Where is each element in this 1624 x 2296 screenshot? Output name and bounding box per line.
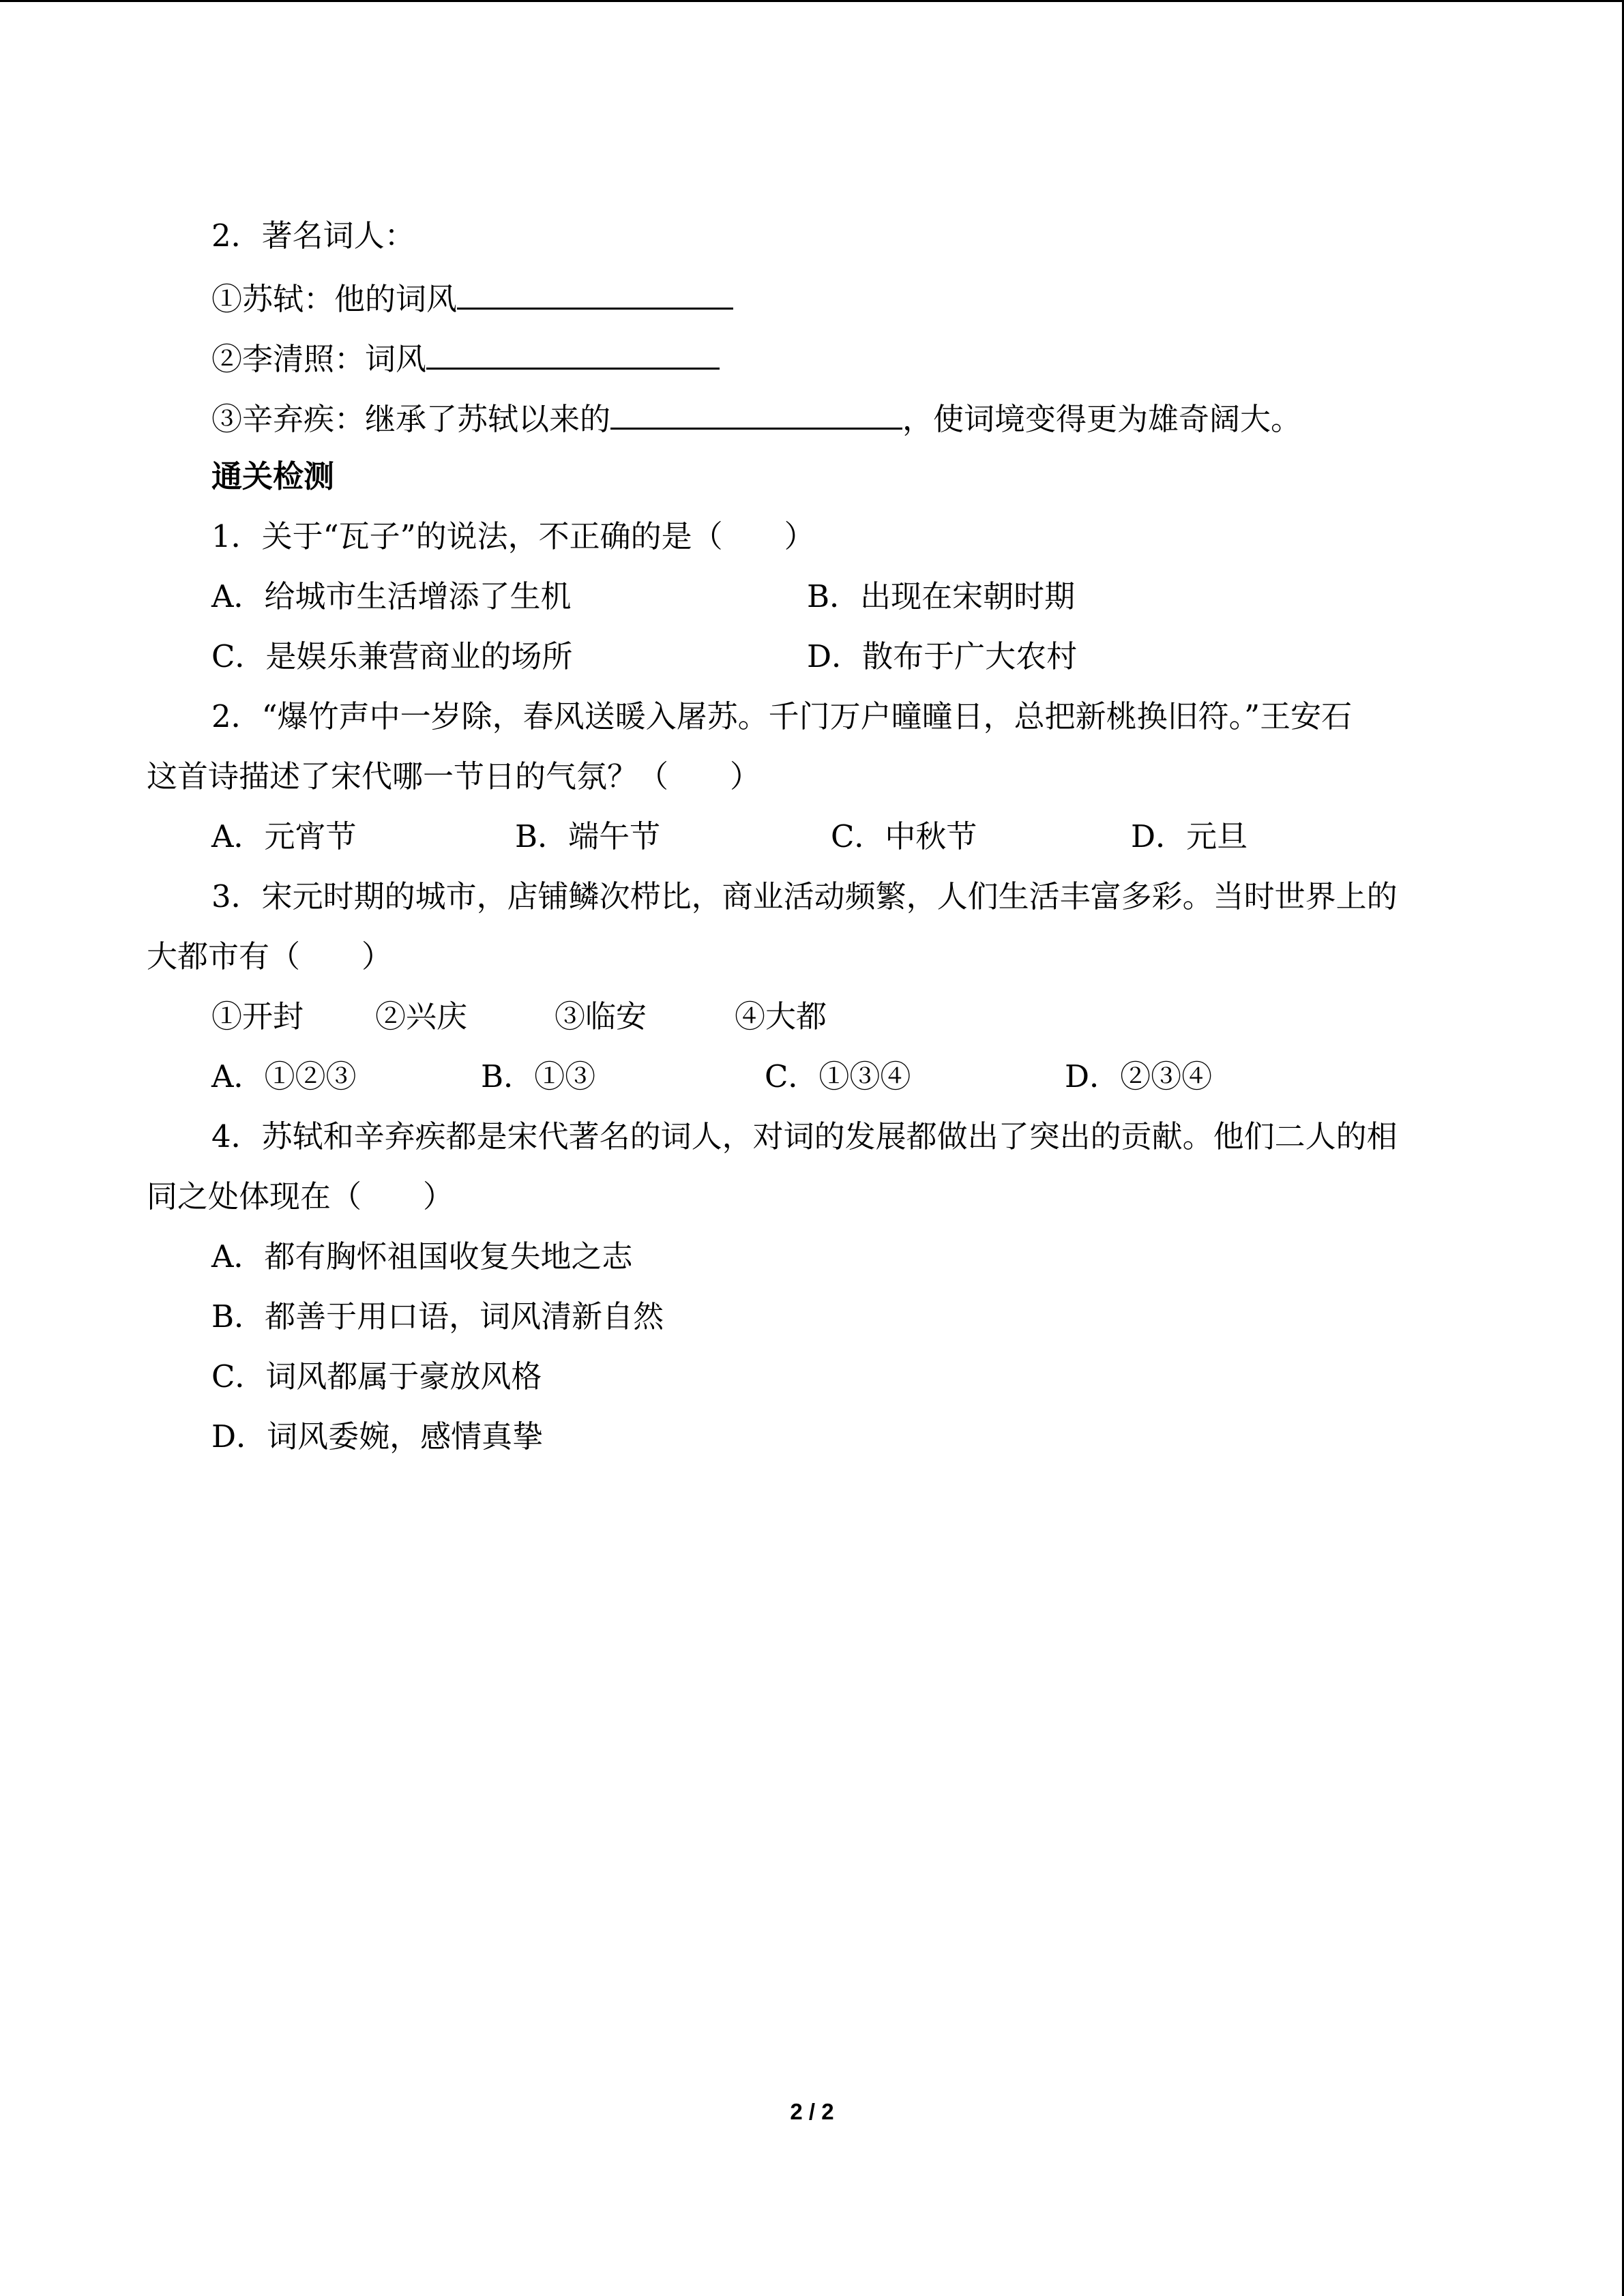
page-border-top — [0, 0, 1624, 2]
q3-stem-line1: 3．宋元时期的城市，店铺鳞次栉比，商业活动频繁，人们生活丰富多彩。当时世界上的 — [211, 878, 1398, 914]
poets-heading: 2．著名词人： — [211, 218, 415, 254]
q4-option-c[interactable]: C．词风都属于豪放风格 — [211, 1358, 542, 1395]
blank-xinqiji[interactable] — [610, 396, 902, 430]
poet-item-sushi — [211, 276, 733, 320]
q4-stem-line1: 4．苏轼和辛弃疾都是宋代著名的词人，对词的发展都做出了突出的贡献。他们二人的相 — [211, 1118, 1398, 1154]
q3-item-1: ①开封 — [211, 998, 304, 1034]
q1-option-d[interactable]: D．散布于广大农村 — [807, 638, 1078, 674]
poet-item-liqingzhao-label: ②李清照：词风 — [211, 341, 427, 377]
q3-item-2: ②兴庆 — [375, 998, 468, 1034]
poet-item-xinqiji — [211, 396, 1301, 440]
poet-item-xinqiji-suffix: ，使词境变得更为雄奇阔大。 — [902, 401, 1302, 437]
blank-liqingzhao[interactable] — [426, 336, 720, 370]
poet-item-liqingzhao — [211, 336, 720, 380]
q2-option-d[interactable]: D．元旦 — [1131, 818, 1248, 854]
q1-stem: 1．关于“瓦子”的说法，不正确的是（ ） — [211, 518, 815, 554]
q2-option-a[interactable]: A．元宵节 — [211, 818, 357, 854]
poet-item-sushi-label: ①苏轼：他的词风 — [211, 281, 458, 317]
q4-option-a[interactable]: A．都有胸怀祖国收复失地之志 — [211, 1238, 633, 1274]
q4-option-b[interactable]: B．都善于用口语，词风清新自然 — [211, 1298, 664, 1335]
q3-option-b[interactable]: B．①③ — [481, 1058, 596, 1094]
q3-stem-line2: 大都市有（ ） — [147, 938, 393, 974]
q1-option-a[interactable]: A．给城市生活增添了生机 — [211, 578, 572, 614]
q2-option-c[interactable]: C．中秋节 — [831, 818, 977, 854]
q1-option-c[interactable]: C．是娱乐兼营商业的场所 — [211, 638, 573, 674]
q4-stem-line2: 同之处体现在（ ） — [147, 1178, 454, 1214]
blank-sushi[interactable] — [457, 276, 733, 310]
q2-stem-line1: 2．“爆竹声中一岁除，春风送暖入屠苏。千门万户曈曈日，总把新桃换旧符。”王安石 — [211, 698, 1353, 734]
q2-option-b[interactable]: B．端午节 — [515, 818, 661, 854]
q2-stem-line2: 这首诗描述了宋代哪一节日的气氛？（ ） — [147, 758, 761, 794]
q3-option-d[interactable]: D．②③④ — [1065, 1058, 1213, 1094]
q3-option-a[interactable]: A．①②③ — [211, 1058, 357, 1094]
page-number: 2 / 2 — [790, 2099, 834, 2124]
check-title: 通关检测 — [211, 458, 335, 494]
q3-item-3: ③临安 — [555, 998, 647, 1034]
q3-item-4: ④大都 — [735, 998, 827, 1034]
q3-option-c[interactable]: C．①③④ — [765, 1058, 911, 1094]
q1-option-b[interactable]: B．出现在宋朝时期 — [807, 578, 1076, 614]
q4-option-d[interactable]: D．词风委婉，感情真挚 — [211, 1418, 544, 1455]
poet-item-xinqiji-prefix: ③辛弃疾：继承了苏轼以来的 — [211, 401, 611, 437]
